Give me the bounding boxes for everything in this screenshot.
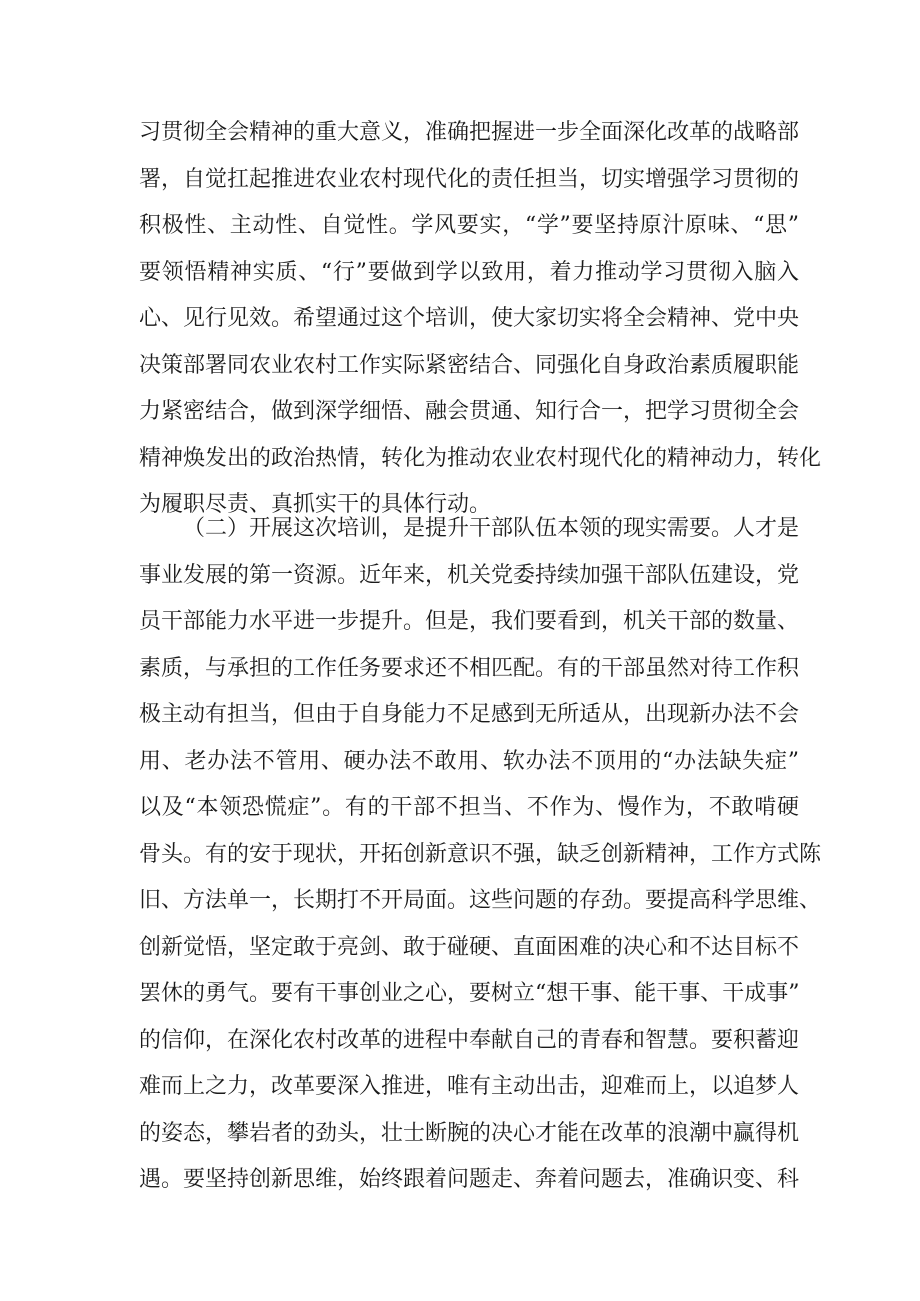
paragraph-line: 的姿态，攀岩者的劲头，壮士断腕的决心才能在改革的浪潮中赢得机 — [139, 1120, 800, 1146]
paragraph-line: （二）开展这次培训，是提升干部队伍本领的现实需要。人才是 — [183, 516, 800, 541]
paragraph-line: 事业发展的第一资源。近年来，机关党委持续加强干部队伍建设，党 — [139, 562, 800, 588]
paragraph-line: 素质，与承担的工作任务要求还不相匹配。有的干部虽然对待工作积 — [139, 655, 800, 681]
paragraph-line: 旧、方法单一，长期打不开局面。这些问题的存劲。要提高科学思维、 — [139, 888, 822, 913]
paragraph-line: 精神焕发出的政治热情，转化为推动农业农村现代化的精神动力，转化 — [139, 445, 822, 471]
paragraph-line: 积极性、主动性、自觉性。学风要实，“学”要坚持原汁原味、“思” — [139, 213, 799, 238]
paragraph-line: 极主动有担当，但由于自身能力不足感到无所适从，出现新办法不会 — [139, 702, 800, 727]
paragraph-line: 的信仰，在深化农村改革的进程中奉献自己的青春和智慧。要积蓄迎 — [139, 1027, 800, 1053]
paragraph-line: 以及“本领恐慌症”。有的干部不担当、不作为、慢作为，不敢啃硬 — [139, 795, 799, 820]
paragraph-line: 罢休的勇气。要有干事创业之心，要树立“想干事、能干事、干成事” — [139, 981, 800, 1006]
paragraph-line: 骨头。有的安于现状，开拓创新意识不强，缺乏创新精神，工作方式陈 — [139, 841, 822, 867]
paragraph-line: 署，自觉扛起推进农业农村现代化的责任担当，切实增强学习贯彻的 — [139, 166, 800, 192]
paragraph-line: 创新觉悟，坚定敢于亮剑、敢于碰硬、直面困难的决心和不达目标不 — [139, 934, 800, 960]
paragraph-line: 遇。要坚持创新思维，始终跟着问题走、奔着问题去，准确识变、科 — [139, 1167, 800, 1192]
paragraph-line: 难而上之力，改革要深入推进，唯有主动出击，迎难而上，以追梦人 — [139, 1074, 800, 1099]
paragraph-line: 力紧密结合，做到深学细悟、融会贯通、知行合一，把学习贯彻全会 — [139, 399, 800, 424]
paragraph-line: 习贯彻全会精神的重大意义，准确把握进一步全面深化改革的战略部 — [139, 120, 800, 145]
paragraph-line: 决策部署同农业农村工作实际紧密结合、同强化自身政治素质履职能 — [139, 352, 800, 378]
paragraph-line: 心、见行见效。希望通过这个培训，使大家切实将全会精神、党中央 — [139, 306, 800, 331]
paragraph-line: 要领悟精神实质、“行”要做到学以致用，着力推动学习贯彻入脑入 — [139, 259, 799, 285]
paragraph-line: 员干部能力水平进一步提升。但是，我们要看到，机关干部的数量、 — [139, 609, 800, 634]
paragraph-2 — [139, 506, 822, 1204]
paragraph-line: 为履职尽责、真抓实干的具体行动。 — [139, 492, 492, 517]
paragraph-line: 用、老办法不管用、硬办法不敢用、软办法不顶用的“办法缺失症” — [139, 748, 799, 774]
paragraph-1 — [139, 110, 822, 529]
